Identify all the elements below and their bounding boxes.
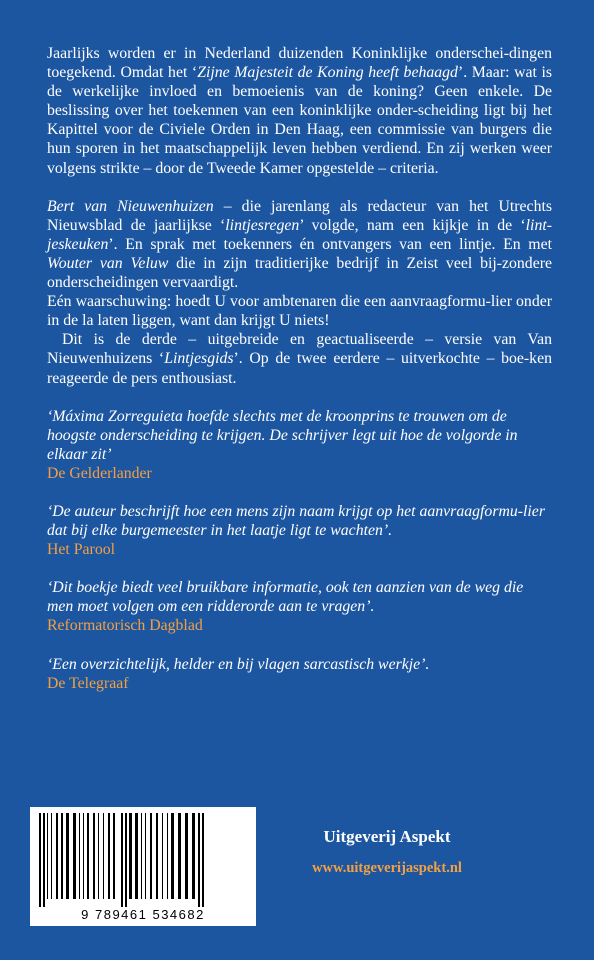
review-quote: ‘Dit boekje biedt veel bruikbare informatie, ook ten aanzien van de weg die men moet volgen om een ridderorde aan te vragen’. <box>47 579 524 616</box>
barcode-bars <box>37 813 249 907</box>
blurb-paragraph-3: Eén waarschuwing: hoedt U voor ambtenaren die een aanvraagformu-lier onder in de la laten liggen, want dan krijgt U niets! <box>47 293 552 330</box>
review-quote: ‘Máxima Zorreguieta hoefde slechts met de kroonprins te trouwen om de hoogste onderscheiding te krijgen. De schrijver legt uit hoe de volgorde in elkaar zit’ <box>47 407 518 463</box>
back-cover-text <box>47 44 552 693</box>
isbn-digits: 9 789461 534682 <box>81 907 205 922</box>
blurb-paragraph-4: Dit is de derde – uitgebreide en geactualiseerde – versie van Van Nieuwenhuizens ‘Lintjesgids’. Op de twee eerdere – uitverkochte – boe-ken reageerde de pers enthousiast. <box>47 331 552 387</box>
review-quote: ‘De auteur beschrijft hoe een mens zijn naam krijgt op het aanvraagformu-lier dat bij elke burgemeester in het laatje ligt te wachten’. <box>47 502 545 540</box>
review-quote: ‘Een overzichtelijk, helder en bij vlagen sarcastisch werkje’. <box>47 655 430 673</box>
publisher-url[interactable]: www.uitgeverijaspekt.nl <box>312 860 462 876</box>
publisher-name: Uitgeverij Aspekt <box>323 827 451 846</box>
blurb-paragraph-1: Jaarlijks worden er in Nederland duizenden Koninklijke onderschei-dingen toegekend. Omdat het ‘Zijne Majesteit de Koning heeft behaagd’. Maar: wat is de werkelijke invloed en bemoeienis van de koning? Geen enkele. De beslissing over het toekennen van een koninklijke onder-scheiding ligt bij het Kapittel voor de Civiele Orden in Den Haag, een commissie van burgers die hun sporen in het maatschappelijk leven hebben verdiend. En zij werken weer volgens strikte – door de Tweede Kamer opgestelde – criteria. <box>47 45 552 177</box>
blurb-paragraph-2: Bert van Nieuwenhuizen – die jarenlang als redacteur van het Utrechts Nieuwsblad de jaarlijkse ‘lintjesregen’ volgde, nam een kijkje in de ‘lint-jeskeuken’. En sprak met toekenners én ontvangers van een lintje. En met Wouter van Veluw die in zijn traditierijke bedrijf in Zeist veel bij-zondere onderscheidingen vervaardigt. <box>47 197 552 292</box>
isbn-barcode <box>30 807 256 926</box>
review-source: De Telegraaf <box>47 674 129 692</box>
review-source: Reformatorisch Dagblad <box>47 617 203 635</box>
review-source: De Gelderlander <box>47 464 152 482</box>
review-source: Het Parool <box>47 541 116 559</box>
